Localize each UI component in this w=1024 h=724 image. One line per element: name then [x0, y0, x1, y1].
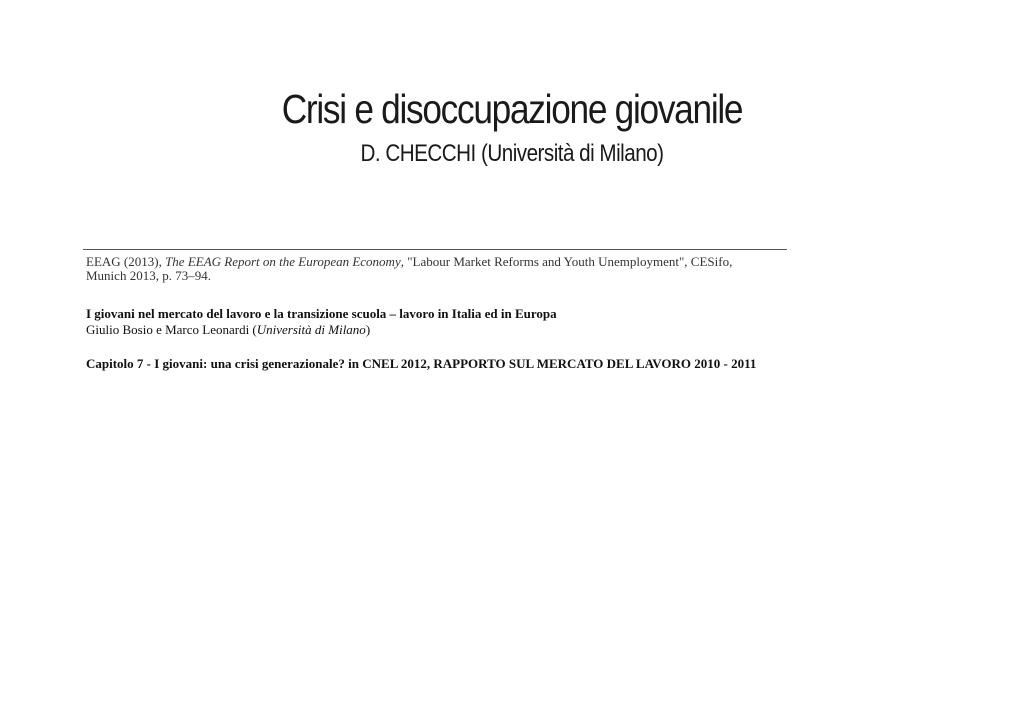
- bosio-authors-prefix: Giulio Bosio e Marco Leonardi (: [86, 322, 257, 337]
- slide-subtitle: D. CHECCHI (Università di Milano): [360, 140, 664, 167]
- slide-title: Crisi e disoccupazione giovanile: [281, 86, 743, 132]
- bosio-authors: [86, 322, 370, 338]
- bosio-affiliation: Università di Milano: [256, 322, 366, 337]
- reference-suffix: , "Labour Market Reforms and Youth Unemployment", CESifo,: [400, 254, 733, 269]
- cnel-entry: Capitolo 7 - I giovani: una crisi generazionale? in CNEL 2012, RAPPORTO SUL MERCATO DEL LAVORO 2010 - 2011: [86, 356, 757, 371]
- reference-line2: Munich 2013, p. 73–94.: [86, 268, 211, 283]
- bosio-authors-suffix: ): [365, 322, 371, 337]
- reference-prefix: EEAG (2013),: [86, 254, 166, 269]
- reference-citation: [86, 255, 786, 283]
- bosio-title: I giovani nel mercato del lavoro e la transizione scuola – lavoro in Italia ed in Europa: [86, 306, 557, 321]
- reference-divider: [83, 249, 787, 250]
- reference-report-title: The EEAG Report on the European Economy: [165, 254, 401, 269]
